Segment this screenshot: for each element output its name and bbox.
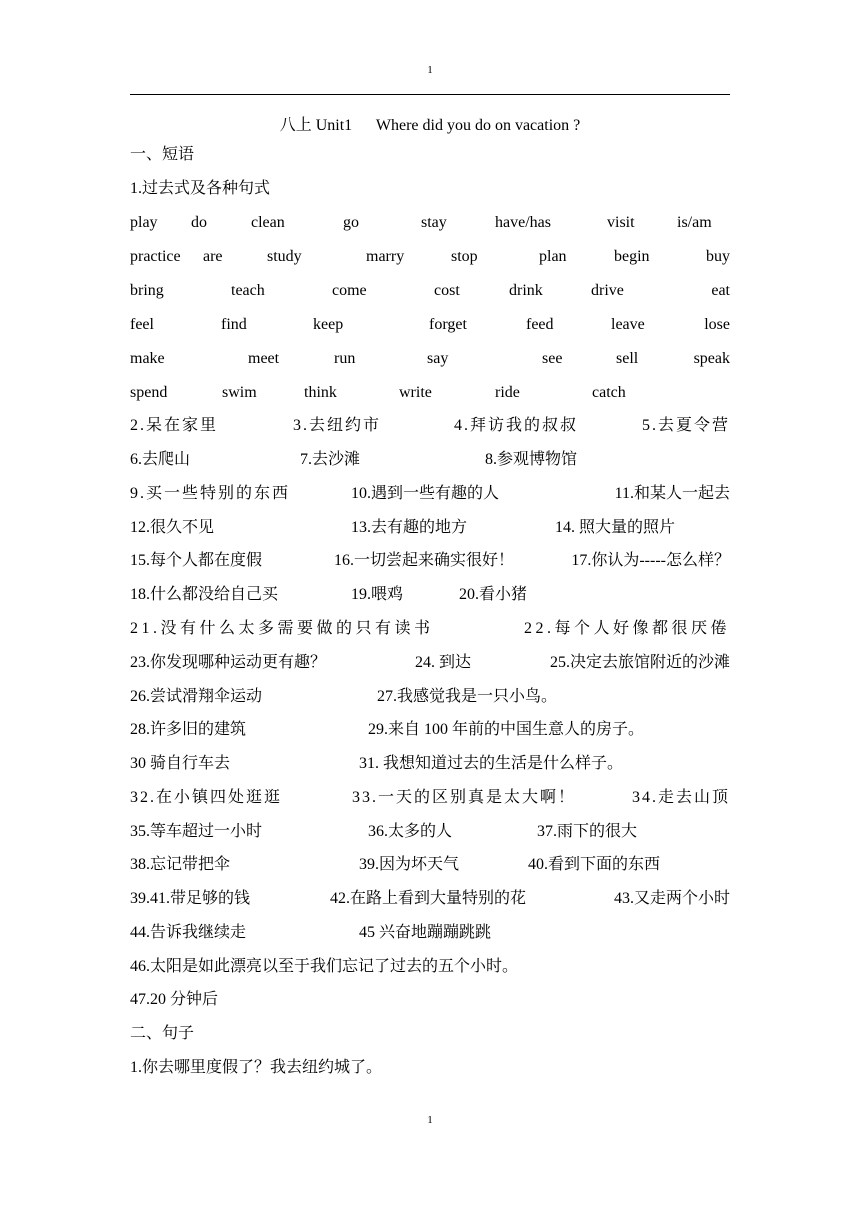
phrase-item: 26.尝试滑翔伞运动	[130, 688, 263, 705]
phrase-row	[130, 617, 730, 641]
verb-cell: begin	[614, 248, 650, 265]
verb-cell: forget	[429, 316, 467, 333]
phrase-item: 35.等车超过一小时	[130, 823, 263, 840]
phrase-item: 18.什么都没给自己买	[130, 586, 279, 603]
verb-cell: feel	[130, 316, 154, 333]
verb-cell: keep	[313, 316, 344, 333]
phrase-row	[130, 955, 730, 979]
sentence-item: 1.你去哪里度假了？我去纽约城了。	[130, 1059, 383, 1076]
verb-cell: stay	[421, 214, 447, 231]
verb-cell: bring	[130, 282, 164, 299]
verb-row	[130, 381, 730, 405]
section2-heading: 二、句子	[130, 1025, 195, 1042]
section1-heading: 一、短语	[130, 146, 195, 163]
phrase-row	[130, 549, 730, 573]
phrase-item: 21.没有什么太多需要做的只有读书	[130, 620, 434, 637]
phrase-row	[130, 516, 730, 540]
verb-cell: buy	[706, 248, 730, 265]
page-title: 八上 Unit1 Where did you do on vacation ?	[279, 117, 581, 134]
verb-cell: come	[332, 282, 367, 299]
header-rule	[130, 94, 730, 95]
phrase-item: 10.遇到一些有趣的人	[351, 485, 500, 502]
phrase-item: 30 骑自行车去	[130, 755, 231, 772]
phrase-item: 29.来自 100 年前的中国生意人的房子。	[368, 721, 645, 738]
phrase-row	[130, 820, 730, 844]
phrase-item: 12.很久不见	[130, 519, 215, 536]
phrase-item: 39.41.带足够的钱	[130, 890, 251, 907]
phrase-item: 2.呆在家里	[130, 417, 219, 434]
verb-cell: make	[130, 350, 165, 367]
verb-cell: write	[399, 384, 432, 401]
phrase-item: 17.你认为-----怎么样？	[571, 552, 730, 569]
phrase-row	[130, 651, 730, 675]
verb-cell: play	[130, 214, 158, 231]
verb-cell: practice	[130, 248, 181, 265]
phrase-row	[130, 887, 730, 911]
page-number-bottom: 1	[427, 1114, 433, 1126]
phrase-item: 7.去沙滩	[300, 451, 361, 468]
phrase-item: 16.一切尝起来确实很好！	[334, 552, 515, 569]
verb-cell: sell	[616, 350, 639, 367]
verb-cell: is/am	[677, 214, 712, 231]
phrase-item: 45 兴奋地蹦蹦跳跳	[359, 924, 492, 941]
verb-cell: go	[343, 214, 359, 231]
verb-cell: say	[427, 350, 449, 367]
phrase-item: 4.拜访我的叔叔	[454, 417, 579, 434]
sub1-heading: 1.过去式及各种句式	[130, 180, 271, 197]
verb-row	[130, 313, 730, 337]
phrase-item: 9.买一些特别的东西	[130, 485, 291, 502]
phrase-row	[130, 583, 730, 607]
verb-cell: stop	[451, 248, 478, 265]
phrase-row	[130, 988, 730, 1012]
verb-cell: drive	[591, 282, 624, 299]
verb-cell: speak	[693, 350, 730, 367]
phrase-item: 8.参观博物馆	[485, 451, 578, 468]
phrase-item: 42.在路上看到大量特别的花	[330, 890, 527, 907]
phrase-item: 34.走去山顶	[631, 789, 730, 806]
verb-cell: see	[542, 350, 563, 367]
phrase-item: 37.雨下的很大	[537, 823, 638, 840]
page-number-top: 1	[427, 64, 433, 76]
phrase-item: 27.我感觉我是一只小鸟。	[377, 688, 558, 705]
verb-cell: do	[191, 214, 207, 231]
verb-cell: cost	[434, 282, 460, 299]
verb-cell: leave	[611, 316, 645, 333]
phrase-item: 44.告诉我继续走	[130, 924, 247, 941]
phrase-item: 31. 我想知道过去的生活是什么样子。	[359, 755, 624, 772]
verb-cell: think	[304, 384, 337, 401]
phrase-item: 24. 到达	[415, 654, 472, 671]
verb-cell: feed	[526, 316, 554, 333]
phrase-item: 5.去夏令营	[641, 417, 730, 434]
verb-cell: catch	[592, 384, 626, 401]
verb-cell: eat	[711, 282, 730, 299]
phrase-item: 32.在小镇四处逛逛	[130, 789, 283, 806]
verb-row	[130, 245, 730, 269]
phrase-item: 25.决定去旅馆附近的沙滩	[549, 654, 730, 671]
verb-cell: meet	[248, 350, 280, 367]
verb-cell: clean	[251, 214, 285, 231]
phrase-row	[130, 786, 730, 810]
verb-cell: are	[203, 248, 223, 265]
verb-cell: ride	[495, 384, 520, 401]
verb-row	[130, 347, 730, 371]
phrase-item: 39.因为坏天气	[359, 856, 460, 873]
phrase-item: 28.许多旧的建筑	[130, 721, 247, 738]
verb-row	[130, 211, 730, 235]
phrase-row	[130, 448, 730, 472]
verb-cell: visit	[607, 214, 635, 231]
phrase-item: 19.喂鸡	[351, 586, 404, 603]
phrase-row	[130, 685, 730, 709]
verb-cell: marry	[366, 248, 405, 265]
phrase-row	[130, 414, 730, 438]
phrase-item: 46.太阳是如此漂亮以至于我们忘记了过去的五个小时。	[130, 958, 519, 975]
verb-cell: lose	[704, 316, 730, 333]
verb-row	[130, 279, 730, 303]
phrase-item: 23.你发现哪种运动更有趣？	[130, 654, 327, 671]
phrase-item: 36.太多的人	[368, 823, 453, 840]
verb-cell: spend	[130, 384, 168, 401]
verb-cell: teach	[231, 282, 265, 299]
phrase-item: 22.每个人好像都很厌倦	[523, 620, 730, 637]
phrase-item: 33.一天的区别真是太大啊！	[352, 789, 577, 806]
phrase-item: 40.看到下面的东西	[528, 856, 661, 873]
verb-cell: drink	[509, 282, 543, 299]
phrase-item: 20.看小猪	[459, 586, 528, 603]
phrase-item: 3.去纽约市	[293, 417, 382, 434]
phrase-item: 11.和某人一起去	[614, 485, 730, 502]
phrase-item: 14. 照大量的照片	[555, 519, 676, 536]
phrase-item: 13.去有趣的地方	[351, 519, 468, 536]
phrase-row	[130, 752, 730, 776]
phrase-item: 6.去爬山	[130, 451, 191, 468]
phrase-row	[130, 853, 730, 877]
verb-cell: swim	[222, 384, 257, 401]
phrase-row	[130, 921, 730, 945]
phrase-item: 43.又走两个小时	[613, 890, 730, 907]
phrase-item: 15.每个人都在度假	[130, 552, 263, 569]
verb-cell: find	[221, 316, 247, 333]
verb-cell: study	[267, 248, 302, 265]
verb-cell: run	[334, 350, 356, 367]
verb-cell: have/has	[495, 214, 551, 231]
phrase-item: 38.忘记带把伞	[130, 856, 231, 873]
verb-cell: plan	[539, 248, 567, 265]
phrase-row	[130, 482, 730, 506]
phrase-row	[130, 718, 730, 742]
phrase-item: 47.20 分钟后	[130, 991, 219, 1008]
